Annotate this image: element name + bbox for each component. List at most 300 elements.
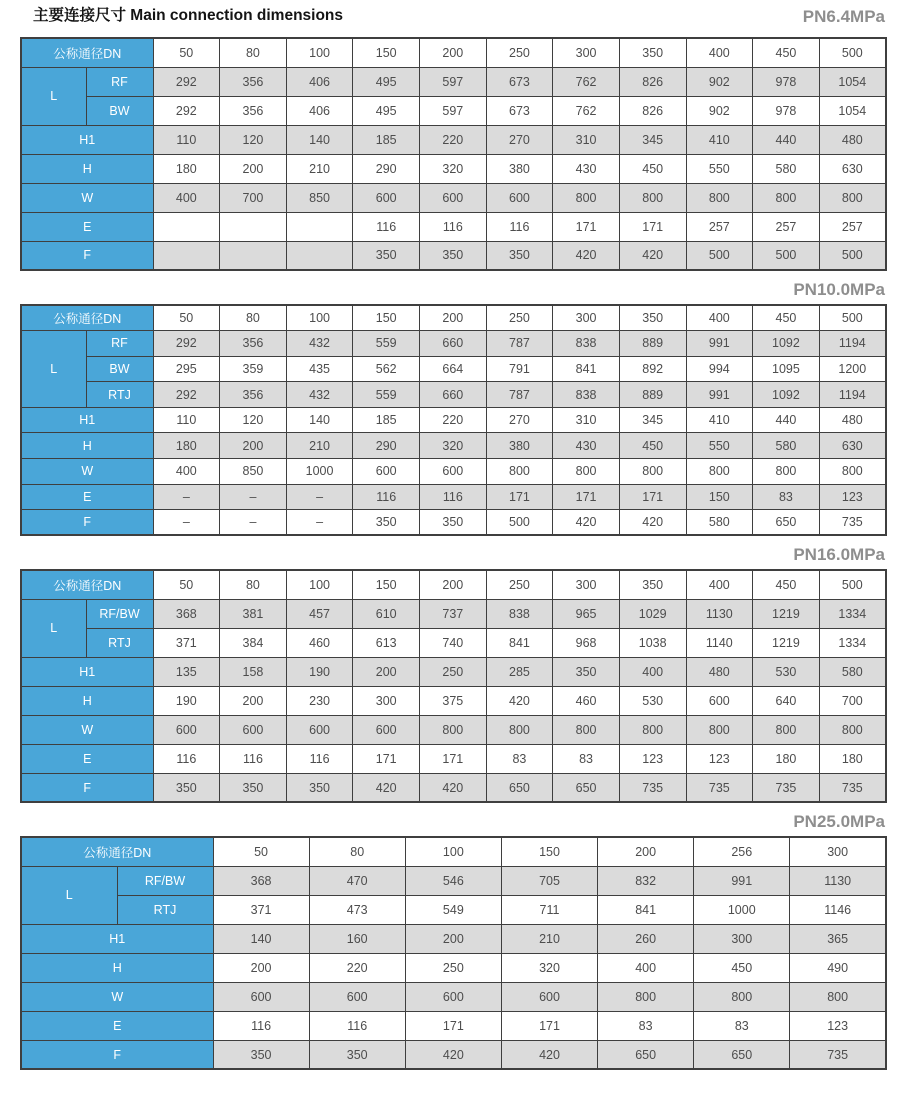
data-cell: 410 [686, 125, 753, 154]
data-cell: 580 [819, 657, 886, 686]
l-group-label: L [21, 599, 86, 657]
row-label: F [21, 241, 153, 270]
data-cell: 350 [220, 773, 287, 802]
param-row [21, 433, 886, 459]
dn-header-row [21, 837, 886, 866]
data-cell: 450 [619, 154, 686, 183]
data-cell: 600 [213, 982, 309, 1011]
pressure-label: PN10.0MPa [793, 280, 885, 299]
data-cell: 889 [619, 331, 686, 357]
data-cell: 762 [553, 96, 620, 125]
data-cell: 350 [309, 1040, 405, 1069]
param-row [21, 459, 886, 485]
data-cell: 800 [753, 715, 820, 744]
data-cell: 737 [420, 599, 487, 628]
data-cell: 432 [286, 331, 353, 357]
data-cell: 300 [353, 686, 420, 715]
data-cell: 260 [598, 924, 694, 953]
data-cell: 968 [553, 628, 620, 657]
data-cell: 368 [153, 599, 220, 628]
dn-value-cell: 350 [619, 570, 686, 599]
data-cell: 994 [686, 356, 753, 382]
data-cell: 1219 [753, 599, 820, 628]
param-row [21, 744, 886, 773]
data-cell: 359 [220, 356, 287, 382]
row-label: W [21, 982, 213, 1011]
data-cell: 171 [405, 1011, 501, 1040]
data-cell: 800 [619, 183, 686, 212]
data-cell: 200 [213, 953, 309, 982]
data-cell: 420 [501, 1040, 597, 1069]
data-cell: 1334 [819, 628, 886, 657]
dn-value-cell: 200 [598, 837, 694, 866]
table-section-pn25.0mpa [20, 813, 885, 1070]
data-cell: 116 [309, 1011, 405, 1040]
data-cell: 1000 [694, 895, 790, 924]
param-row [21, 686, 886, 715]
data-cell: 580 [753, 154, 820, 183]
data-cell: 700 [819, 686, 886, 715]
param-row [21, 510, 886, 536]
data-cell: 600 [686, 686, 753, 715]
row-label: E [21, 212, 153, 241]
data-cell: 600 [405, 982, 501, 1011]
data-cell: 735 [819, 773, 886, 802]
dn-value-cell: 250 [486, 38, 553, 67]
dn-header-label: 公称通径DN [21, 38, 153, 67]
dn-value-cell: 400 [686, 305, 753, 331]
data-cell: 171 [619, 212, 686, 241]
dn-value-cell: 400 [686, 570, 753, 599]
dimensions-table [20, 37, 887, 271]
param-row [21, 773, 886, 802]
data-cell: 310 [553, 125, 620, 154]
row-label: RTJ [117, 895, 213, 924]
data-cell: 430 [553, 154, 620, 183]
data-cell: 320 [501, 953, 597, 982]
data-cell: 350 [420, 510, 487, 536]
data-cell: 83 [553, 744, 620, 773]
pressure-label: PN16.0MPa [793, 545, 885, 565]
data-cell: 171 [553, 484, 620, 510]
data-cell: 673 [486, 67, 553, 96]
data-cell: 140 [286, 125, 353, 154]
row-label: RF [86, 331, 153, 357]
data-cell: 902 [686, 67, 753, 96]
dimensions-table [20, 836, 887, 1070]
data-cell: – [220, 510, 287, 536]
data-cell: 1219 [753, 628, 820, 657]
data-cell: 200 [353, 657, 420, 686]
data-cell: 135 [153, 657, 220, 686]
data-cell: 1092 [753, 331, 820, 357]
data-cell: 1194 [819, 382, 886, 408]
row-label: F [21, 510, 153, 536]
data-cell: 295 [153, 356, 220, 382]
data-cell: 991 [686, 331, 753, 357]
data-cell: 660 [420, 382, 487, 408]
data-cell: 116 [286, 744, 353, 773]
data-cell: 290 [353, 154, 420, 183]
data-cell: 150 [686, 484, 753, 510]
data-cell: 380 [486, 154, 553, 183]
row-label: H1 [21, 924, 213, 953]
data-cell: 800 [553, 459, 620, 485]
data-cell: 270 [486, 125, 553, 154]
row-label: H1 [21, 657, 153, 686]
data-cell: 480 [819, 125, 886, 154]
data-cell: 800 [753, 459, 820, 485]
data-cell: 850 [286, 183, 353, 212]
data-cell: 800 [753, 183, 820, 212]
param-row [21, 1040, 886, 1069]
param-row [21, 183, 886, 212]
data-cell: 495 [353, 67, 420, 96]
data-cell: 826 [619, 67, 686, 96]
dn-value-cell: 80 [220, 305, 287, 331]
dn-header-row [21, 305, 886, 331]
data-cell: 200 [405, 924, 501, 953]
data-cell: – [153, 510, 220, 536]
data-cell: 350 [353, 241, 420, 270]
dn-value-cell: 500 [819, 305, 886, 331]
data-cell: 1092 [753, 382, 820, 408]
data-cell: 580 [686, 510, 753, 536]
data-cell: 140 [213, 924, 309, 953]
data-cell: 171 [501, 1011, 597, 1040]
data-cell: 800 [486, 459, 553, 485]
data-cell: 735 [819, 510, 886, 536]
data-cell: 978 [753, 67, 820, 96]
data-cell: 83 [694, 1011, 790, 1040]
data-cell: 902 [686, 96, 753, 125]
data-cell: 257 [819, 212, 886, 241]
data-cell [220, 212, 287, 241]
row-label: W [21, 183, 153, 212]
data-cell: 800 [619, 459, 686, 485]
l-row [21, 356, 886, 382]
table-section-pn16.0mpa [20, 546, 885, 803]
data-cell: 116 [353, 484, 420, 510]
data-cell: 800 [819, 183, 886, 212]
l-row [21, 599, 886, 628]
data-cell: 1095 [753, 356, 820, 382]
data-cell: 430 [553, 433, 620, 459]
dn-value-cell: 300 [553, 305, 620, 331]
data-cell: 83 [486, 744, 553, 773]
data-cell: 650 [598, 1040, 694, 1069]
data-cell [153, 212, 220, 241]
data-cell: 123 [819, 484, 886, 510]
data-cell: 838 [553, 382, 620, 408]
data-cell: 210 [286, 433, 353, 459]
data-cell: 190 [153, 686, 220, 715]
data-cell: 292 [153, 382, 220, 408]
data-cell: 400 [153, 183, 220, 212]
data-cell: 740 [420, 628, 487, 657]
data-cell: 610 [353, 599, 420, 628]
data-cell: 841 [598, 895, 694, 924]
data-cell: 800 [819, 715, 886, 744]
data-cell: 613 [353, 628, 420, 657]
dn-value-cell: 200 [420, 570, 487, 599]
data-cell: 800 [694, 982, 790, 1011]
data-cell: 1334 [819, 599, 886, 628]
data-cell: 185 [353, 407, 420, 433]
param-row [21, 657, 886, 686]
dn-value-cell: 450 [753, 38, 820, 67]
data-cell: 480 [686, 657, 753, 686]
data-cell: 991 [686, 382, 753, 408]
data-cell: 250 [405, 953, 501, 982]
l-group-label: L [21, 331, 86, 408]
data-cell: 180 [819, 744, 886, 773]
dn-value-cell: 500 [819, 570, 886, 599]
data-cell: 735 [619, 773, 686, 802]
data-cell: 530 [753, 657, 820, 686]
data-cell: 673 [486, 96, 553, 125]
data-cell: 310 [553, 407, 620, 433]
dn-value-cell: 450 [753, 570, 820, 599]
data-cell: 420 [619, 510, 686, 536]
data-cell: 285 [486, 657, 553, 686]
data-cell: 292 [153, 96, 220, 125]
row-label: W [21, 459, 153, 485]
dn-value-cell: 250 [486, 305, 553, 331]
data-cell: 735 [686, 773, 753, 802]
data-cell: 800 [686, 183, 753, 212]
data-cell: 420 [619, 241, 686, 270]
row-label: RTJ [86, 382, 153, 408]
row-label: H [21, 433, 153, 459]
data-cell: 1029 [619, 599, 686, 628]
row-label: F [21, 1040, 213, 1069]
dn-header-row [21, 38, 886, 67]
data-cell: 375 [420, 686, 487, 715]
data-cell: 800 [553, 183, 620, 212]
dn-value-cell: 80 [220, 38, 287, 67]
data-cell: 495 [353, 96, 420, 125]
dn-header-row [21, 570, 886, 599]
dn-value-cell: 300 [790, 837, 886, 866]
data-cell: 600 [420, 183, 487, 212]
l-row [21, 628, 886, 657]
data-cell: 371 [153, 628, 220, 657]
dn-value-cell: 50 [153, 305, 220, 331]
data-cell: 171 [486, 484, 553, 510]
dn-value-cell: 50 [213, 837, 309, 866]
data-cell: 559 [353, 331, 420, 357]
data-cell: 83 [753, 484, 820, 510]
data-cell: 420 [486, 686, 553, 715]
data-cell: 116 [213, 1011, 309, 1040]
dimensions-table [20, 569, 887, 803]
data-cell: 550 [686, 154, 753, 183]
data-cell: 650 [553, 773, 620, 802]
data-cell: 420 [420, 773, 487, 802]
data-cell: 470 [309, 866, 405, 895]
data-cell: 400 [598, 953, 694, 982]
data-cell: 292 [153, 331, 220, 357]
row-label: BW [86, 356, 153, 382]
data-cell: 630 [819, 154, 886, 183]
data-cell: 640 [753, 686, 820, 715]
dn-header-label: 公称通径DN [21, 305, 153, 331]
dn-value-cell: 150 [353, 38, 420, 67]
row-label: RF [86, 67, 153, 96]
data-cell: 83 [598, 1011, 694, 1040]
data-cell: 270 [486, 407, 553, 433]
data-cell: 368 [213, 866, 309, 895]
data-cell: 410 [686, 407, 753, 433]
data-cell: 140 [286, 407, 353, 433]
data-cell: 562 [353, 356, 420, 382]
dn-value-cell: 150 [353, 305, 420, 331]
row-label: W [21, 715, 153, 744]
pressure-label: PN6.4MPa [802, 7, 885, 26]
data-cell: 1200 [819, 356, 886, 382]
data-cell: 1054 [819, 67, 886, 96]
dn-value-cell: 50 [153, 38, 220, 67]
data-cell: 800 [598, 982, 694, 1011]
l-group-label: L [21, 67, 86, 125]
data-cell: 597 [420, 67, 487, 96]
row-label: E [21, 484, 153, 510]
data-cell: 123 [790, 1011, 886, 1040]
data-cell: 440 [753, 125, 820, 154]
dn-value-cell: 450 [753, 305, 820, 331]
data-cell: 292 [153, 67, 220, 96]
dn-value-cell: 100 [286, 38, 353, 67]
data-cell: 420 [553, 241, 620, 270]
data-cell: 210 [286, 154, 353, 183]
data-cell: 300 [694, 924, 790, 953]
data-cell: 500 [819, 241, 886, 270]
data-cell: 546 [405, 866, 501, 895]
data-cell: 600 [420, 459, 487, 485]
data-cell: 600 [153, 715, 220, 744]
data-cell: 787 [486, 382, 553, 408]
dn-value-cell: 300 [553, 570, 620, 599]
data-cell: 838 [553, 331, 620, 357]
dn-value-cell: 250 [486, 570, 553, 599]
data-cell: 400 [619, 657, 686, 686]
data-cell: 600 [353, 459, 420, 485]
data-cell: 120 [220, 125, 287, 154]
row-label: F [21, 773, 153, 802]
data-cell: 350 [420, 241, 487, 270]
dn-value-cell: 300 [553, 38, 620, 67]
data-cell: 630 [819, 433, 886, 459]
data-cell: 1130 [686, 599, 753, 628]
data-cell: 965 [553, 599, 620, 628]
data-cell: 991 [694, 866, 790, 895]
data-cell: 500 [686, 241, 753, 270]
data-cell: 320 [420, 433, 487, 459]
data-cell: 171 [420, 744, 487, 773]
row-label: H [21, 154, 153, 183]
data-cell: 158 [220, 657, 287, 686]
data-cell: 171 [353, 744, 420, 773]
row-label: RF/BW [117, 866, 213, 895]
param-row [21, 212, 886, 241]
data-cell: 735 [790, 1040, 886, 1069]
data-cell: 1038 [619, 628, 686, 657]
data-cell: 160 [309, 924, 405, 953]
dn-value-cell: 350 [619, 38, 686, 67]
data-cell: 762 [553, 67, 620, 96]
param-row [21, 154, 886, 183]
row-label: H [21, 686, 153, 715]
dimensions-table [20, 304, 887, 536]
data-cell: 457 [286, 599, 353, 628]
param-row [21, 241, 886, 270]
data-cell: 832 [598, 866, 694, 895]
param-row [21, 953, 886, 982]
data-cell: 838 [486, 599, 553, 628]
data-cell: 230 [286, 686, 353, 715]
data-cell: 257 [686, 212, 753, 241]
data-cell: 420 [553, 510, 620, 536]
data-cell: 1146 [790, 895, 886, 924]
data-cell: 350 [153, 773, 220, 802]
data-cell: 473 [309, 895, 405, 924]
data-cell: 210 [501, 924, 597, 953]
data-cell: 800 [420, 715, 487, 744]
param-row [21, 407, 886, 433]
data-cell: 180 [753, 744, 820, 773]
param-row [21, 924, 886, 953]
dn-value-cell: 200 [420, 305, 487, 331]
param-row [21, 484, 886, 510]
data-cell: 420 [353, 773, 420, 802]
data-cell [286, 241, 353, 270]
data-cell: – [220, 484, 287, 510]
row-label: RF/BW [86, 599, 153, 628]
data-cell: 841 [553, 356, 620, 382]
data-cell: 500 [486, 510, 553, 536]
param-row [21, 125, 886, 154]
data-cell: 400 [153, 459, 220, 485]
data-cell: 892 [619, 356, 686, 382]
data-cell: 597 [420, 96, 487, 125]
dn-value-cell: 150 [353, 570, 420, 599]
pressure-label: PN25.0MPa [793, 812, 885, 832]
data-cell: – [286, 510, 353, 536]
data-cell: 190 [286, 657, 353, 686]
data-cell: 365 [790, 924, 886, 953]
data-cell: 600 [309, 982, 405, 1011]
data-cell: 664 [420, 356, 487, 382]
data-cell: 650 [694, 1040, 790, 1069]
data-cell: 110 [153, 407, 220, 433]
data-cell: 850 [220, 459, 287, 485]
row-label: BW [86, 96, 153, 125]
data-cell: 800 [486, 715, 553, 744]
data-cell: – [286, 484, 353, 510]
data-cell: 650 [486, 773, 553, 802]
data-cell: 350 [286, 773, 353, 802]
data-cell: 116 [353, 212, 420, 241]
tables-container [20, 37, 885, 1070]
data-cell: 290 [353, 433, 420, 459]
data-cell: 123 [619, 744, 686, 773]
data-cell: 380 [486, 433, 553, 459]
table-section-pn10.0mpa [20, 281, 885, 536]
data-cell: 600 [353, 715, 420, 744]
row-label: E [21, 1011, 213, 1040]
data-cell: 480 [819, 407, 886, 433]
